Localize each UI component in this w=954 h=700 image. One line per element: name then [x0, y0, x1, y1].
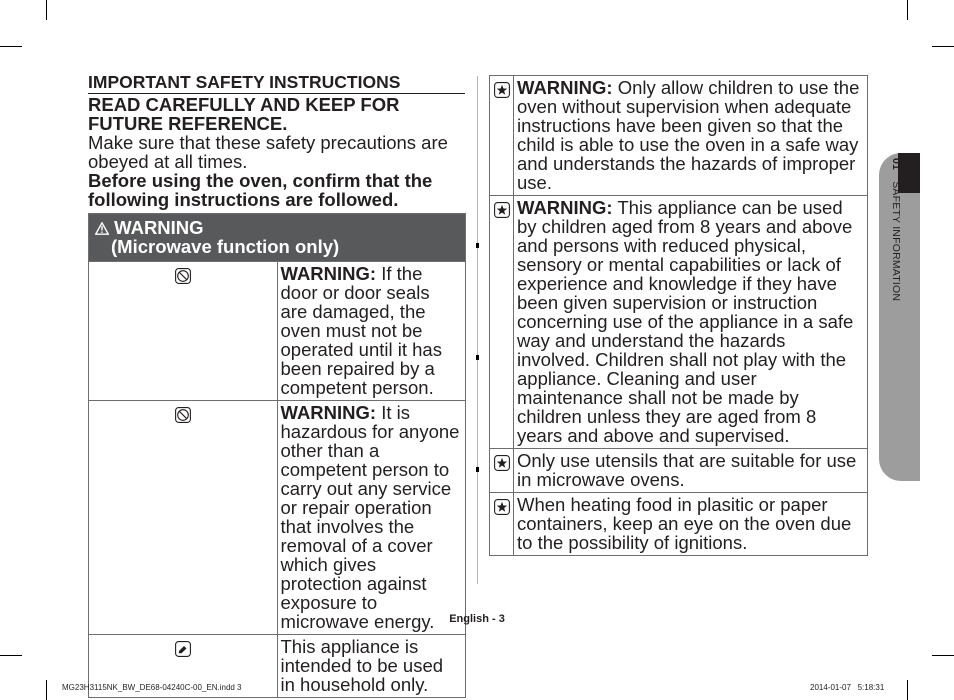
intro-block: [88, 95, 465, 209]
row-text: Only use utensils that are suitable for use in microwave ovens.: [517, 450, 857, 490]
crop-mark: [46, 680, 47, 700]
divider-tick: [476, 467, 479, 472]
crop-mark: [0, 46, 22, 47]
star-icon: [494, 82, 510, 98]
section-tab-label: [888, 158, 902, 318]
row-text: Only allow children to use the oven without supervision when adequate instructions have been given so that the child is able to use the oven in a safe way and understands the hazards of improper use.: [517, 77, 860, 193]
divider-tick: [476, 355, 479, 360]
star-icon: [494, 202, 510, 218]
table-row: [89, 262, 466, 401]
print-slug-file: MG23H3115NK_BW_DE68-04240C-00_EN.indd 3: [62, 683, 242, 692]
table-row: [490, 493, 868, 556]
intro-text: Make sure that these safety precautions are obeyed at all times.: [88, 132, 448, 172]
page-number: English - 3: [449, 613, 505, 625]
row-label: WARNING:: [517, 77, 613, 98]
warning-table-right: [489, 75, 868, 556]
warning-table-left: [88, 213, 466, 698]
subheading: READ CAREFULLY AND KEEP FOR FUTURE REFERENCE.: [88, 94, 400, 134]
row-label: WARNING:: [280, 263, 377, 284]
table-row: [490, 196, 868, 449]
print-slug-date: 2014-01-07 5:18:31: [810, 683, 885, 692]
prohibit-icon: [175, 268, 191, 284]
table-row: [89, 401, 466, 635]
star-icon: [494, 499, 510, 515]
crop-mark: [932, 655, 954, 656]
row-text: This appliance can be used by children aged from 8 years and above and persons with reduced physical, sensory or mental capabilities or lack of experience and knowledge if they have been given supervision or instruction concerning use of the appliance in a safe way and understand the hazards involved. Children shall not play with the appliance. Cleaning and user maintenance shall not be made by children unless they are aged from 8 years and above and supervised.: [517, 197, 854, 446]
note-icon: [175, 641, 191, 657]
divider-tick: [476, 243, 479, 248]
row-label: WARNING:: [280, 402, 377, 423]
warning-header: [89, 214, 466, 262]
table-row: [490, 449, 868, 493]
warning-triangle-icon: [95, 217, 114, 238]
row-label: WARNING:: [517, 197, 613, 218]
star-icon: [494, 455, 510, 471]
row-text: It is hazardous for anyone other than a competent person to carry out any service or repair operation that involves the removal of a cover which gives protection against exposure to microwave energy.: [280, 402, 460, 632]
section-number: 01: [890, 158, 902, 171]
crop-mark: [932, 46, 954, 47]
row-text: If the door or door seals are damaged, the oven must not be operated until it has been repaired by a competent person.: [280, 263, 442, 398]
confirm-text: Before using the oven, confirm that the following instructions are followed.: [88, 170, 433, 210]
warning-header-title: WARNING: [114, 217, 204, 238]
crop-mark: [907, 680, 908, 700]
row-text: When heating food in plasitic or paper containers, keep an eye on the oven due to the possibility of ignitions.: [517, 494, 852, 553]
table-row: [490, 76, 868, 196]
section-heading: IMPORTANT SAFETY INSTRUCTIONS: [88, 72, 465, 94]
column-divider: [477, 76, 478, 584]
prohibit-icon: [175, 407, 191, 423]
crop-mark: [0, 655, 22, 656]
crop-mark: [46, 0, 47, 20]
crop-mark: [907, 0, 908, 20]
row-text: This appliance is intended to be used in household only.: [280, 636, 444, 695]
warning-header-subtitle: (Microwave function only): [111, 236, 340, 257]
section-name: SAFETY INFORMATION: [890, 181, 902, 302]
